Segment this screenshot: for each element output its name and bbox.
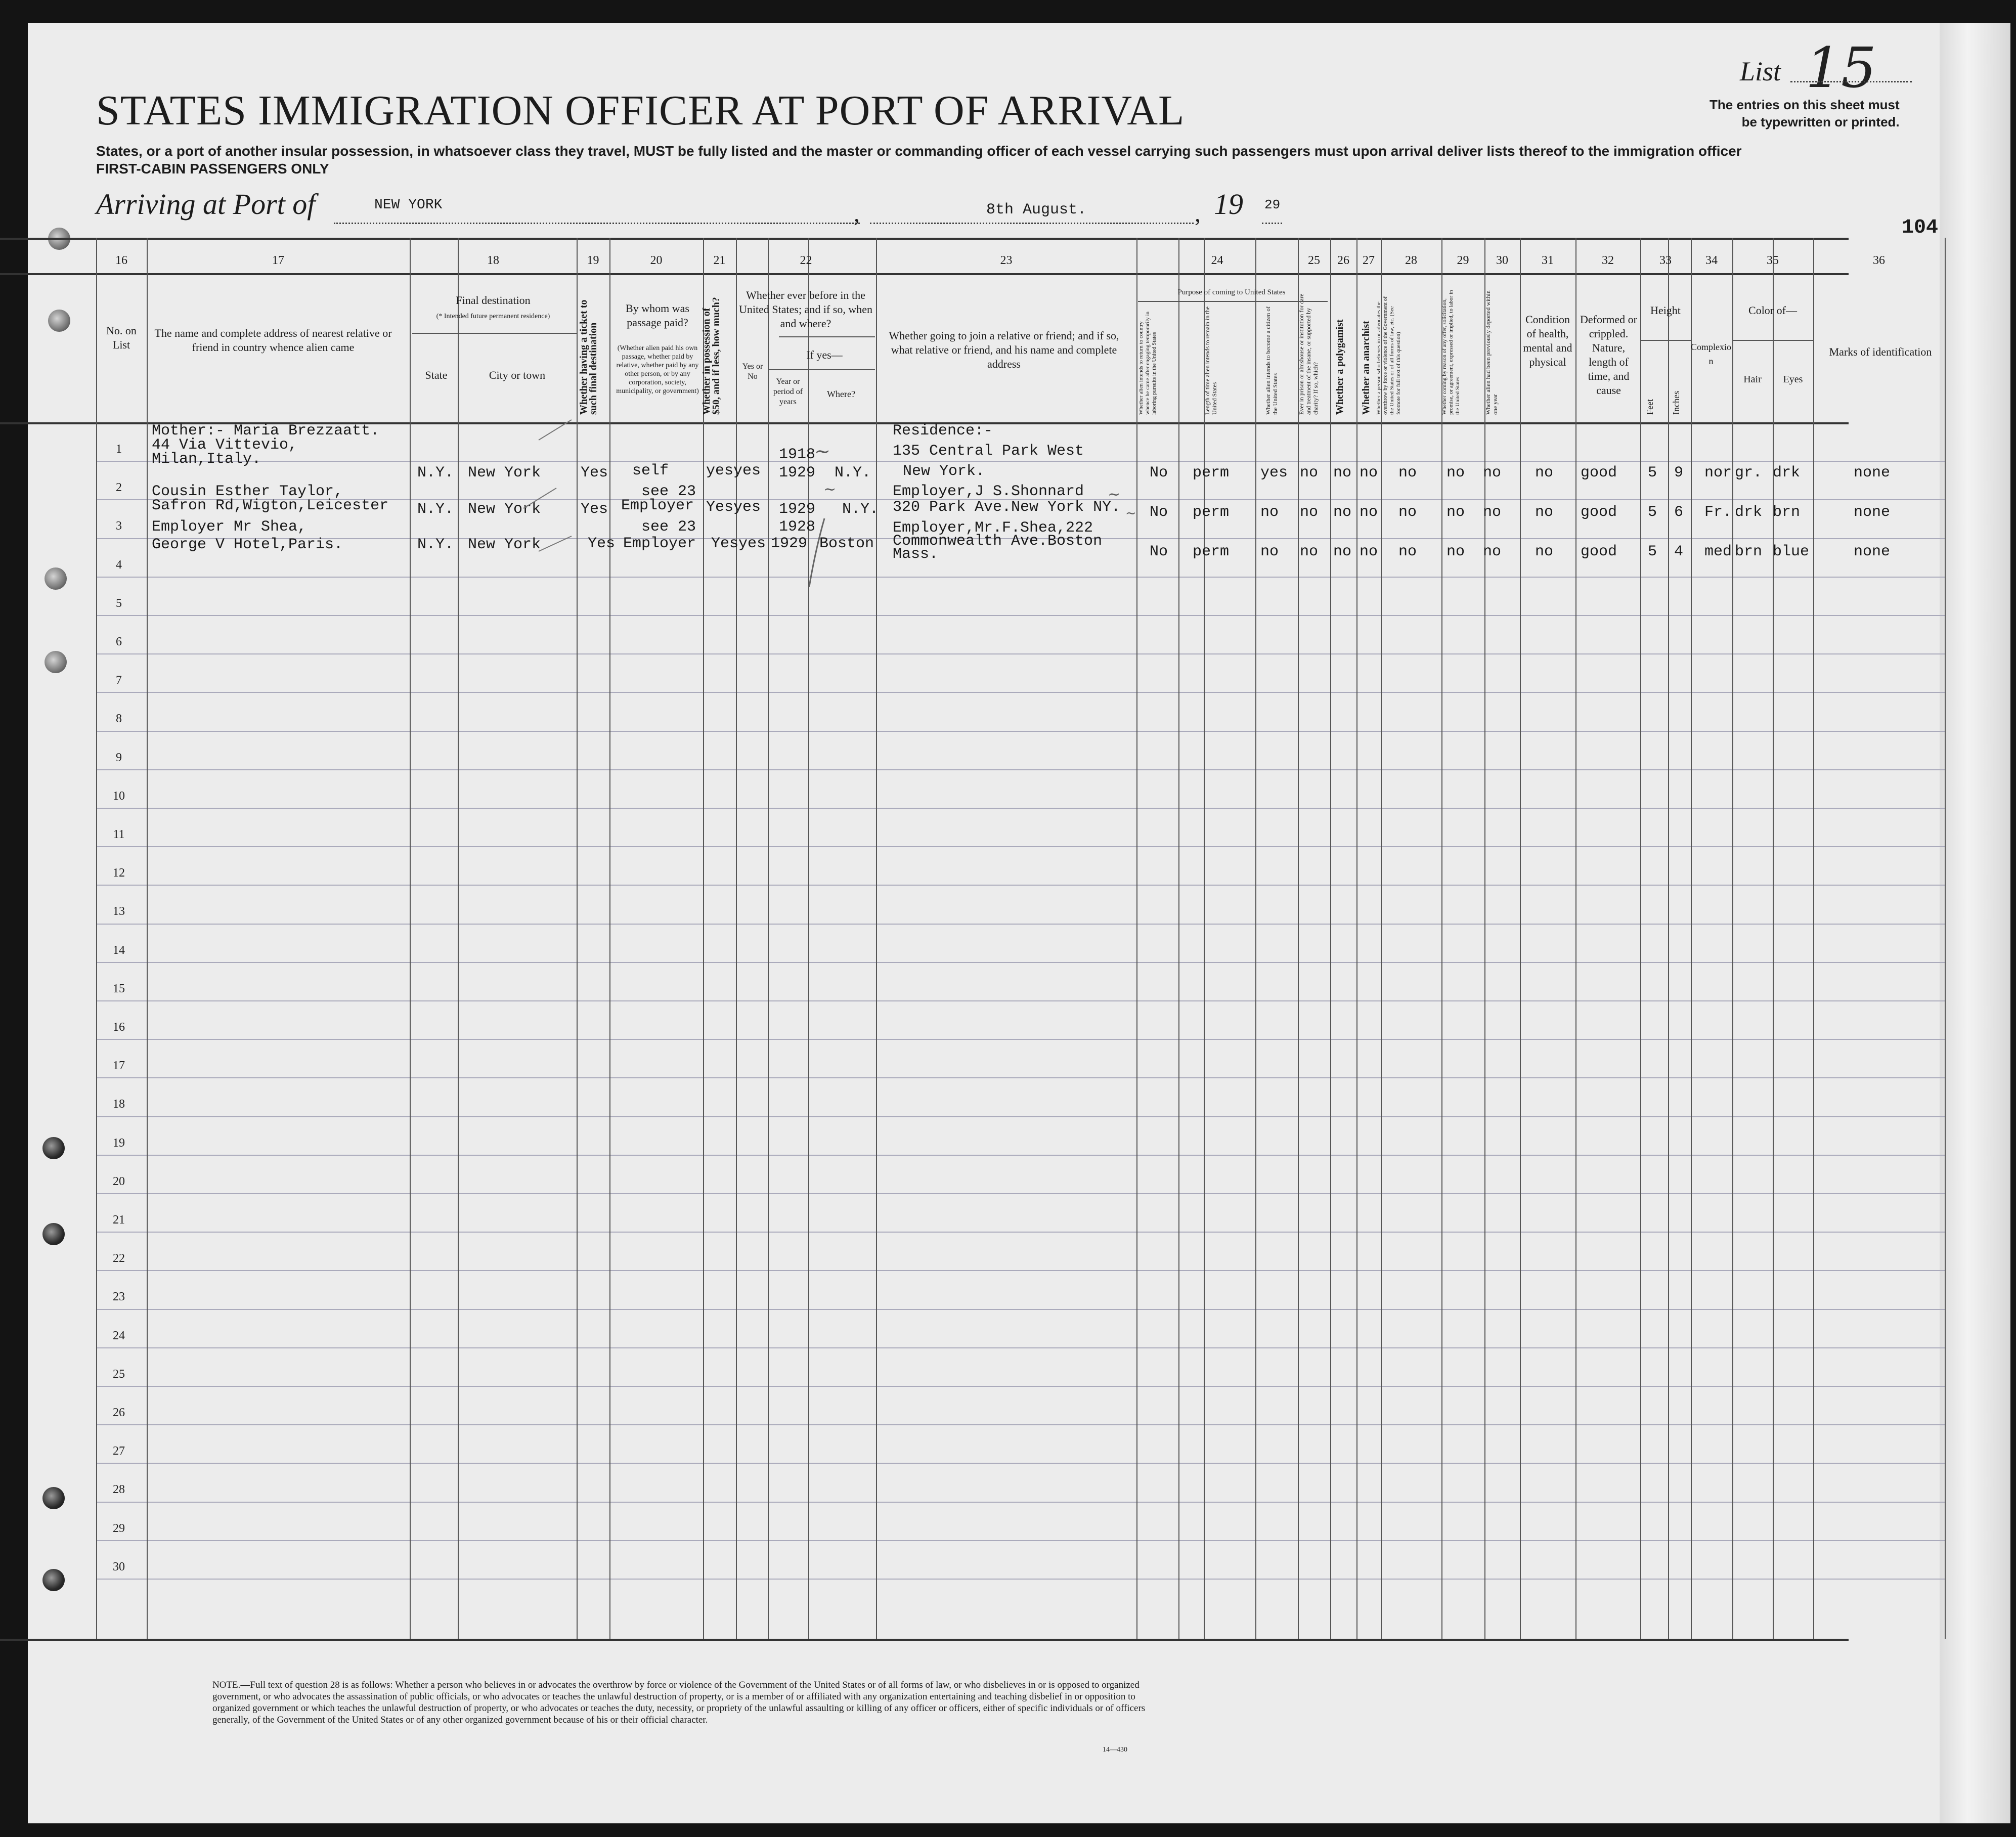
column-rule: [876, 238, 877, 1639]
column-number: 22: [800, 254, 812, 267]
entry-3-relative-line-1: Employer Mr Shea,: [152, 518, 307, 536]
column-rule: [1298, 238, 1299, 1639]
row-number: 27: [113, 1445, 125, 1458]
column-number: 17: [272, 254, 284, 267]
header-no-on-list: No. on List: [106, 324, 137, 351]
header-ticket: Whether having a ticket to such final destination: [578, 299, 599, 415]
handwritten-annotation: ~: [814, 440, 830, 462]
row-rule: [96, 1000, 1945, 1001]
entry-3-c26: no: [1333, 543, 1352, 560]
footnote: NOTE.—Full text of question 28 is as follows: Whether a person who believes in or advocates the overthrow by force or violence of the Government of the United States or of all forms of law, or who disbelieves in or is opposed to organized government, or who advocates the assassination of public officials, or who advocates or teaches the unlawful destruction of property, or is a member of or affiliated with any organization entertaining and teaching disbelief in or opposition to organized government or which teaches the unlawful destruction of property, or who advocates or teaches the duty, necessity, or propriety of the unlawful assaulting or killing of any officer or officers, either of specific individuals or of officers generally, of the Government of the United States or of any other organized government because of his or their official character.: [212, 1680, 1146, 1725]
entry-3-join-line-1: Employer,Mr.F.Shea,222: [893, 519, 1093, 537]
column-number: 25: [1308, 254, 1320, 267]
binder-hole: [42, 1137, 65, 1159]
port-value: NEW YORK: [374, 197, 443, 213]
header-passage: By whom was passage paid?: [626, 302, 689, 329]
column-rule: [1255, 238, 1256, 1639]
row-rule: [96, 1039, 1945, 1040]
entry-3-inches: 4: [1674, 543, 1684, 560]
header-deformed: Deformed or crippled. Nature, length of time, and cause: [1580, 313, 1637, 397]
handwritten-annotation: ~: [1125, 506, 1136, 521]
entry-2-join-line-1: Employer,J S.Shonnard: [893, 483, 1084, 500]
header-purpose-length: Length of time alien intends to remain in the United States: [1204, 307, 1218, 415]
row-rule: [96, 1502, 1945, 1503]
row-rule: [96, 461, 1945, 462]
column-number: 31: [1542, 254, 1554, 267]
row-rule: [96, 1270, 1945, 1271]
header-before: Whether ever before in the United States; and if so, when and where?: [739, 289, 872, 330]
row-number: 7: [116, 674, 122, 687]
year-prefix: 19: [1214, 188, 1243, 221]
entry-1-join-line-1: Residence:-: [893, 422, 993, 440]
column-number: 26: [1337, 254, 1349, 267]
row-rule: [96, 577, 1945, 578]
entry-3-city: New York: [468, 536, 541, 553]
entry-3-feet: 5: [1648, 543, 1657, 560]
binder-hole: [45, 651, 67, 673]
row-number: 26: [113, 1406, 125, 1419]
header-anarchist: Whether an anarchist: [1361, 321, 1372, 415]
entry-1-c25: no: [1300, 464, 1319, 482]
row-rule: [96, 769, 1945, 770]
entry-1-c26: no: [1333, 464, 1352, 482]
entry-1-year-1: 1918: [779, 446, 816, 463]
row-number: 25: [113, 1368, 125, 1381]
list-line: [1790, 81, 1912, 82]
column-rule: [1640, 238, 1641, 1639]
entry-2-passage-line-2: Employer: [621, 497, 694, 514]
form-title: STATES IMMIGRATION OFFICER AT PORT OF ARRIVAL: [96, 87, 1185, 134]
row-number: 5: [116, 597, 122, 610]
entry-1-citizen: yes: [1260, 464, 1288, 482]
entry-1-relative-line-2: 44 Via Vittevio,: [152, 436, 298, 454]
row-number: 1: [116, 443, 122, 456]
row-rule: [96, 1309, 1945, 1310]
entry-1-return: No: [1150, 464, 1168, 482]
row-rule: [96, 1386, 1945, 1387]
entry-1-complexion: nor: [1704, 464, 1732, 482]
handwritten-tick: [536, 531, 577, 556]
entry-3-citizen: no: [1260, 543, 1279, 560]
header-eyes: Eyes: [1783, 374, 1803, 385]
entry-2-year-1: 1929: [779, 501, 816, 518]
entry-3-passage-line-1: see 23: [641, 518, 696, 536]
entry-1-ticket: Yes: [581, 464, 608, 482]
column-rule: [1484, 238, 1485, 1639]
entry-2-state: N.Y.: [417, 501, 454, 518]
header-inches: Inches: [1671, 391, 1681, 415]
row-number: 16: [113, 1021, 125, 1034]
entry-3-c27: no: [1360, 543, 1378, 560]
entry-3-state: N.Y.: [417, 536, 454, 553]
entry-3-c28: no: [1398, 543, 1417, 560]
column-number: 34: [1705, 254, 1718, 267]
row-rule: [96, 1232, 1945, 1233]
table-bottom-border: [0, 1639, 1849, 1641]
year-suffix: 29: [1264, 197, 1281, 212]
form-class: FIRST-CABIN PASSENGERS ONLY: [96, 161, 329, 177]
header-final-destination: Final destination: [456, 294, 531, 307]
row-number: 29: [113, 1522, 125, 1535]
entry-3-join-line-2: Commonwealth Ave.Boston: [893, 533, 1103, 550]
entry-1-feet: 5: [1648, 464, 1657, 482]
entry-2-inches: 6: [1674, 504, 1684, 521]
column-rule: [609, 238, 610, 1639]
column-rule: [1330, 238, 1331, 1639]
entry-2-c29: no: [1447, 504, 1465, 521]
row-number: 21: [113, 1213, 125, 1227]
subheader-line: [779, 336, 875, 337]
entry-1-join-line-2: 135 Central Park West: [893, 443, 1084, 460]
column-rule: [1575, 238, 1576, 1639]
column-number: 29: [1457, 254, 1469, 267]
entry-2-c27: no: [1360, 504, 1378, 521]
row-rule: [96, 1540, 1945, 1541]
column-rule: [736, 238, 737, 1639]
column-number: 20: [650, 254, 663, 267]
handwritten-annotation: ~: [1108, 486, 1121, 503]
entry-1-marks: none: [1854, 464, 1891, 482]
column-rule: [1520, 238, 1521, 1639]
column-number: 35: [1767, 254, 1779, 267]
date-value: 8th August.: [986, 201, 1087, 218]
header-period: Year or period of years: [773, 377, 803, 406]
column-rule: [1945, 238, 1946, 1639]
entry-2-citizen: no: [1260, 504, 1279, 521]
handwritten-stroke: [804, 516, 835, 592]
row-number: 28: [113, 1483, 125, 1496]
row-number: 12: [113, 866, 125, 880]
column-number: 27: [1363, 254, 1375, 267]
entry-3-year-1: 1928: [779, 518, 816, 536]
row-number: 9: [116, 751, 122, 764]
header-final-destination-note: (* Intended future permanent residence): [436, 313, 550, 320]
row-number: 17: [113, 1059, 125, 1072]
entry-2-deformed: good: [1581, 504, 1617, 521]
column-rule: [1441, 238, 1442, 1639]
column-rule: [768, 238, 769, 1639]
entry-2-marks: none: [1854, 504, 1891, 521]
row-number: 15: [113, 982, 125, 995]
entry-1-c27: no: [1360, 464, 1378, 482]
entry-2-c26: no: [1333, 504, 1352, 521]
column-rule: [1136, 238, 1137, 1639]
entry-3-before-yes: yes: [738, 535, 766, 552]
header-height: Height: [1650, 304, 1681, 317]
column-number: 18: [487, 254, 499, 267]
column-number: 32: [1602, 254, 1614, 267]
column-rule: [147, 238, 148, 1639]
row-rule: [96, 1463, 1945, 1464]
row-rule: [96, 1155, 1945, 1156]
entry-3-length: perm: [1193, 543, 1230, 560]
entry-3-c30: no: [1483, 543, 1502, 560]
entry-1-c29: no: [1447, 464, 1465, 482]
column-rule: [703, 238, 704, 1639]
column-rule: [1356, 238, 1357, 1639]
entry-1-state: N.Y.: [417, 464, 454, 482]
entry-1-c28: no: [1398, 464, 1417, 482]
date-line: [870, 223, 1194, 224]
subheader-line: [1138, 301, 1328, 302]
entry-2-hair: drk: [1735, 504, 1763, 521]
subheader-line: [768, 369, 875, 370]
row-rule: [96, 615, 1945, 616]
row-number: 20: [113, 1175, 125, 1188]
row-rule: [96, 808, 1945, 809]
column-number: 36: [1873, 254, 1885, 267]
row-number: 13: [113, 905, 125, 918]
header-passage-note: (Whether alien paid his own passage, whether paid by relative, whether paid by any other person, or by any corporation, society, municipality, or government): [616, 344, 699, 395]
entry-1-inches: 9: [1674, 464, 1684, 482]
entry-1-length: perm: [1193, 464, 1230, 482]
entry-2-length: perm: [1193, 504, 1230, 521]
form-instructions: States, or a port of another insular possession, in whatsoever class they travel, MUST be fully listed and the master or commanding officer of each vessel carrying such passengers must upon arrival deliver lists thereof to the immigration officer: [96, 143, 1742, 159]
entry-1-city: New York: [468, 464, 541, 482]
column-rule: [577, 238, 578, 1639]
entry-3-money: Yes: [711, 535, 739, 552]
column-rule: [96, 238, 97, 1639]
entry-2-money: Yes: [706, 499, 734, 516]
comma: ,: [854, 200, 860, 227]
column-number: 23: [1000, 254, 1013, 267]
entry-3-deformed: good: [1581, 543, 1617, 560]
header-purpose: Purpose of coming to United States: [1177, 288, 1286, 296]
row-number: 3: [116, 519, 122, 533]
entry-1-eyes: drk: [1773, 464, 1801, 482]
row-number: 2: [116, 481, 122, 494]
table-top-border: [0, 238, 1849, 240]
manifest-sheet: [28, 23, 2010, 1823]
column-rule: [458, 238, 459, 1639]
entry-1-before-yes: yes: [733, 462, 761, 479]
header-purpose-return: Whether alien intends to return to country whence he came after engaging temporarily in laboring pursuits in the United States: [1138, 311, 1157, 415]
row-number: 8: [116, 712, 122, 725]
entry-2-passage-line-1: see 23: [641, 483, 696, 500]
header-health: Condition of health, mental and physical: [1523, 313, 1572, 368]
row-rule: [96, 692, 1945, 693]
header-city: City or town: [489, 369, 546, 381]
column-rule: [1773, 238, 1774, 1639]
sheet-edge: [1940, 23, 2010, 1823]
row-number: 30: [113, 1560, 125, 1573]
entries-note: The entries on this sheet must be typewritten or printed.: [1710, 97, 1900, 129]
entry-3-health: no: [1535, 543, 1554, 560]
row-rule: [96, 1424, 1945, 1425]
row-rule: [96, 1077, 1945, 1078]
entry-3-marks: none: [1854, 543, 1891, 560]
entry-2-ticket: Yes: [581, 501, 608, 518]
handwritten-annotation: ~: [823, 480, 837, 498]
header-q28: Whether a person who believes in or advocates the overthrow by force or violence of the Government of the United States or of all forms of law, etc. (See footnote for full text of this question): [1376, 296, 1401, 415]
column-number: 24: [1211, 254, 1223, 267]
handwritten-tick: [536, 415, 577, 445]
entry-2-c28: no: [1398, 504, 1417, 521]
column-rule: [1204, 238, 1205, 1639]
header-where: Where?: [827, 389, 855, 399]
column-number: 16: [115, 254, 127, 267]
entry-3-ticket: Yes: [588, 535, 616, 552]
entry-1-passage: self: [632, 462, 669, 479]
header-if-yes: If yes—: [806, 348, 843, 361]
entry-3-passage-line-2: Employer: [623, 535, 696, 552]
binder-hole: [48, 310, 70, 332]
entry-3-where: Boston: [819, 535, 874, 552]
row-number: 22: [113, 1252, 125, 1265]
entry-2-join-line-2: 320 Park Ave.New York NY.: [893, 499, 1121, 516]
row-number: 6: [116, 635, 122, 648]
row-rule: [96, 846, 1945, 847]
header-prison: Ever in prison or almshouse or institution for care and treatment of the insane, or supported by charity? If so, which?: [1298, 293, 1319, 415]
header-q30: Whether alien had been previously deported within one year: [1484, 290, 1499, 415]
header-relative: The name and complete address of nearest relative or friend in country whence alien came: [154, 327, 392, 354]
row-number: 10: [113, 790, 125, 803]
row-rule: [96, 924, 1945, 925]
entry-1-health: no: [1535, 464, 1554, 482]
header-polygamist: Whether a polygamist: [1334, 319, 1345, 415]
entry-1-relative-line-1: Mother:- Maria Brezzaatt.: [152, 422, 380, 440]
column-number: 33: [1659, 254, 1672, 267]
header-money: Whether in possession of $50, and if less, how much?: [701, 297, 722, 415]
header-separator: [0, 273, 1849, 275]
list-label: List: [1740, 56, 1781, 86]
entry-2-relative-line-2: Safron Rd,Wigton,Leicester: [152, 497, 389, 514]
entry-1-hair: gr.: [1735, 464, 1763, 482]
arriving-label: Arriving at Port of: [96, 188, 316, 221]
entry-1-year-2: 1929: [779, 464, 816, 482]
header-state: State: [425, 369, 448, 381]
row-rule: [96, 1193, 1945, 1194]
row-rule: [96, 885, 1945, 886]
column-rule: [1691, 238, 1692, 1639]
row-number: 14: [113, 944, 125, 957]
column-rule: [1732, 238, 1733, 1639]
row-rule: [96, 962, 1945, 963]
binder-hole: [42, 1569, 65, 1591]
entry-3-c25: no: [1300, 543, 1319, 560]
column-rule: [1813, 238, 1814, 1639]
row-number: 23: [113, 1290, 125, 1303]
entry-1-where: N.Y.: [835, 464, 871, 482]
handwritten-tick: [521, 483, 561, 513]
column-rule: [1178, 238, 1179, 1639]
column-number: 30: [1496, 254, 1508, 267]
header-marks: Marks of identification: [1829, 345, 1932, 358]
row-rule: [96, 1116, 1945, 1117]
binder-hole: [42, 1223, 65, 1245]
subheader-line: [412, 333, 577, 334]
header-yes-no: Yes or No: [742, 362, 763, 381]
header-complexion: Complexion: [1691, 342, 1731, 366]
entry-2-health: no: [1535, 504, 1554, 521]
column-number: 21: [713, 254, 726, 267]
entry-3-complexion: med: [1704, 543, 1732, 560]
entry-1-c30: no: [1483, 464, 1502, 482]
entry-2-c25: no: [1300, 504, 1319, 521]
entry-2-complexion: Fr.: [1704, 504, 1732, 521]
row-number: 4: [116, 558, 122, 572]
row-number: 11: [113, 828, 125, 841]
entry-1-relative-line-3: Milan,Italy.: [152, 451, 261, 468]
entry-2-eyes: brn: [1773, 504, 1801, 521]
header-feet: Feet: [1645, 399, 1655, 415]
entry-2-return: No: [1150, 504, 1168, 521]
column-number: 19: [587, 254, 599, 267]
entry-3-c29: no: [1447, 543, 1465, 560]
column-rule: [410, 238, 411, 1639]
entry-3-relative-line-2: George V Hotel,Paris.: [152, 536, 343, 553]
entry-2-c30: no: [1483, 504, 1502, 521]
entry-1-join-line-3: New York.: [903, 463, 985, 480]
page-number: 104: [1902, 216, 1939, 239]
row-number: 24: [113, 1329, 125, 1342]
row-number: 18: [113, 1098, 125, 1111]
year-line: [1262, 223, 1282, 224]
subheader-line: [1732, 340, 1813, 341]
row-rule: [96, 731, 1945, 732]
list-number: 15: [1806, 35, 1876, 100]
row-number: 19: [113, 1136, 125, 1150]
column-rule: [1381, 238, 1382, 1639]
entry-3-year-2: 1929: [771, 535, 808, 552]
row-rule: [96, 653, 1945, 654]
header-join: Whether going to join a relative or friend; and if so, what relative or friend, and his name and complete address: [889, 329, 1119, 370]
header-purpose-citizen: Whether alien intends to become a citizen of the United States: [1264, 306, 1279, 415]
header-hair: Hair: [1743, 374, 1762, 385]
entry-1-money: yes: [706, 462, 734, 479]
comma: ,: [1195, 200, 1201, 227]
binder-hole: [42, 1487, 65, 1509]
binder-hole: [45, 567, 67, 590]
port-line: [334, 223, 860, 224]
row-rule: [96, 1579, 1945, 1580]
entry-2-feet: 5: [1648, 504, 1657, 521]
form-code: 14—430: [1103, 1746, 1127, 1754]
entry-1-deformed: good: [1581, 464, 1617, 482]
entry-3-hair: brn: [1735, 543, 1763, 560]
entry-2-before-yes: yes: [733, 499, 761, 516]
header-q29: Whether coming by reason of any offer, solicitation, promise, or agreement, expressed or implied, to labor in the United States: [1441, 290, 1461, 415]
entry-2-where: N.Y.: [842, 501, 879, 518]
subheader-line: [1640, 340, 1691, 341]
entry-3-eyes: blue: [1773, 543, 1810, 560]
entry-2-relative-line-1: Cousin Esther Taylor,: [152, 483, 343, 500]
header-color-of: Color of—: [1748, 304, 1797, 317]
entry-3-return: No: [1150, 543, 1168, 560]
row-rule: [96, 1347, 1945, 1348]
column-rule: [1668, 238, 1669, 1639]
entry-2-city: New York: [468, 501, 541, 518]
entry-3-join-line-3: Mass.: [893, 546, 939, 563]
column-number: 28: [1405, 254, 1417, 267]
